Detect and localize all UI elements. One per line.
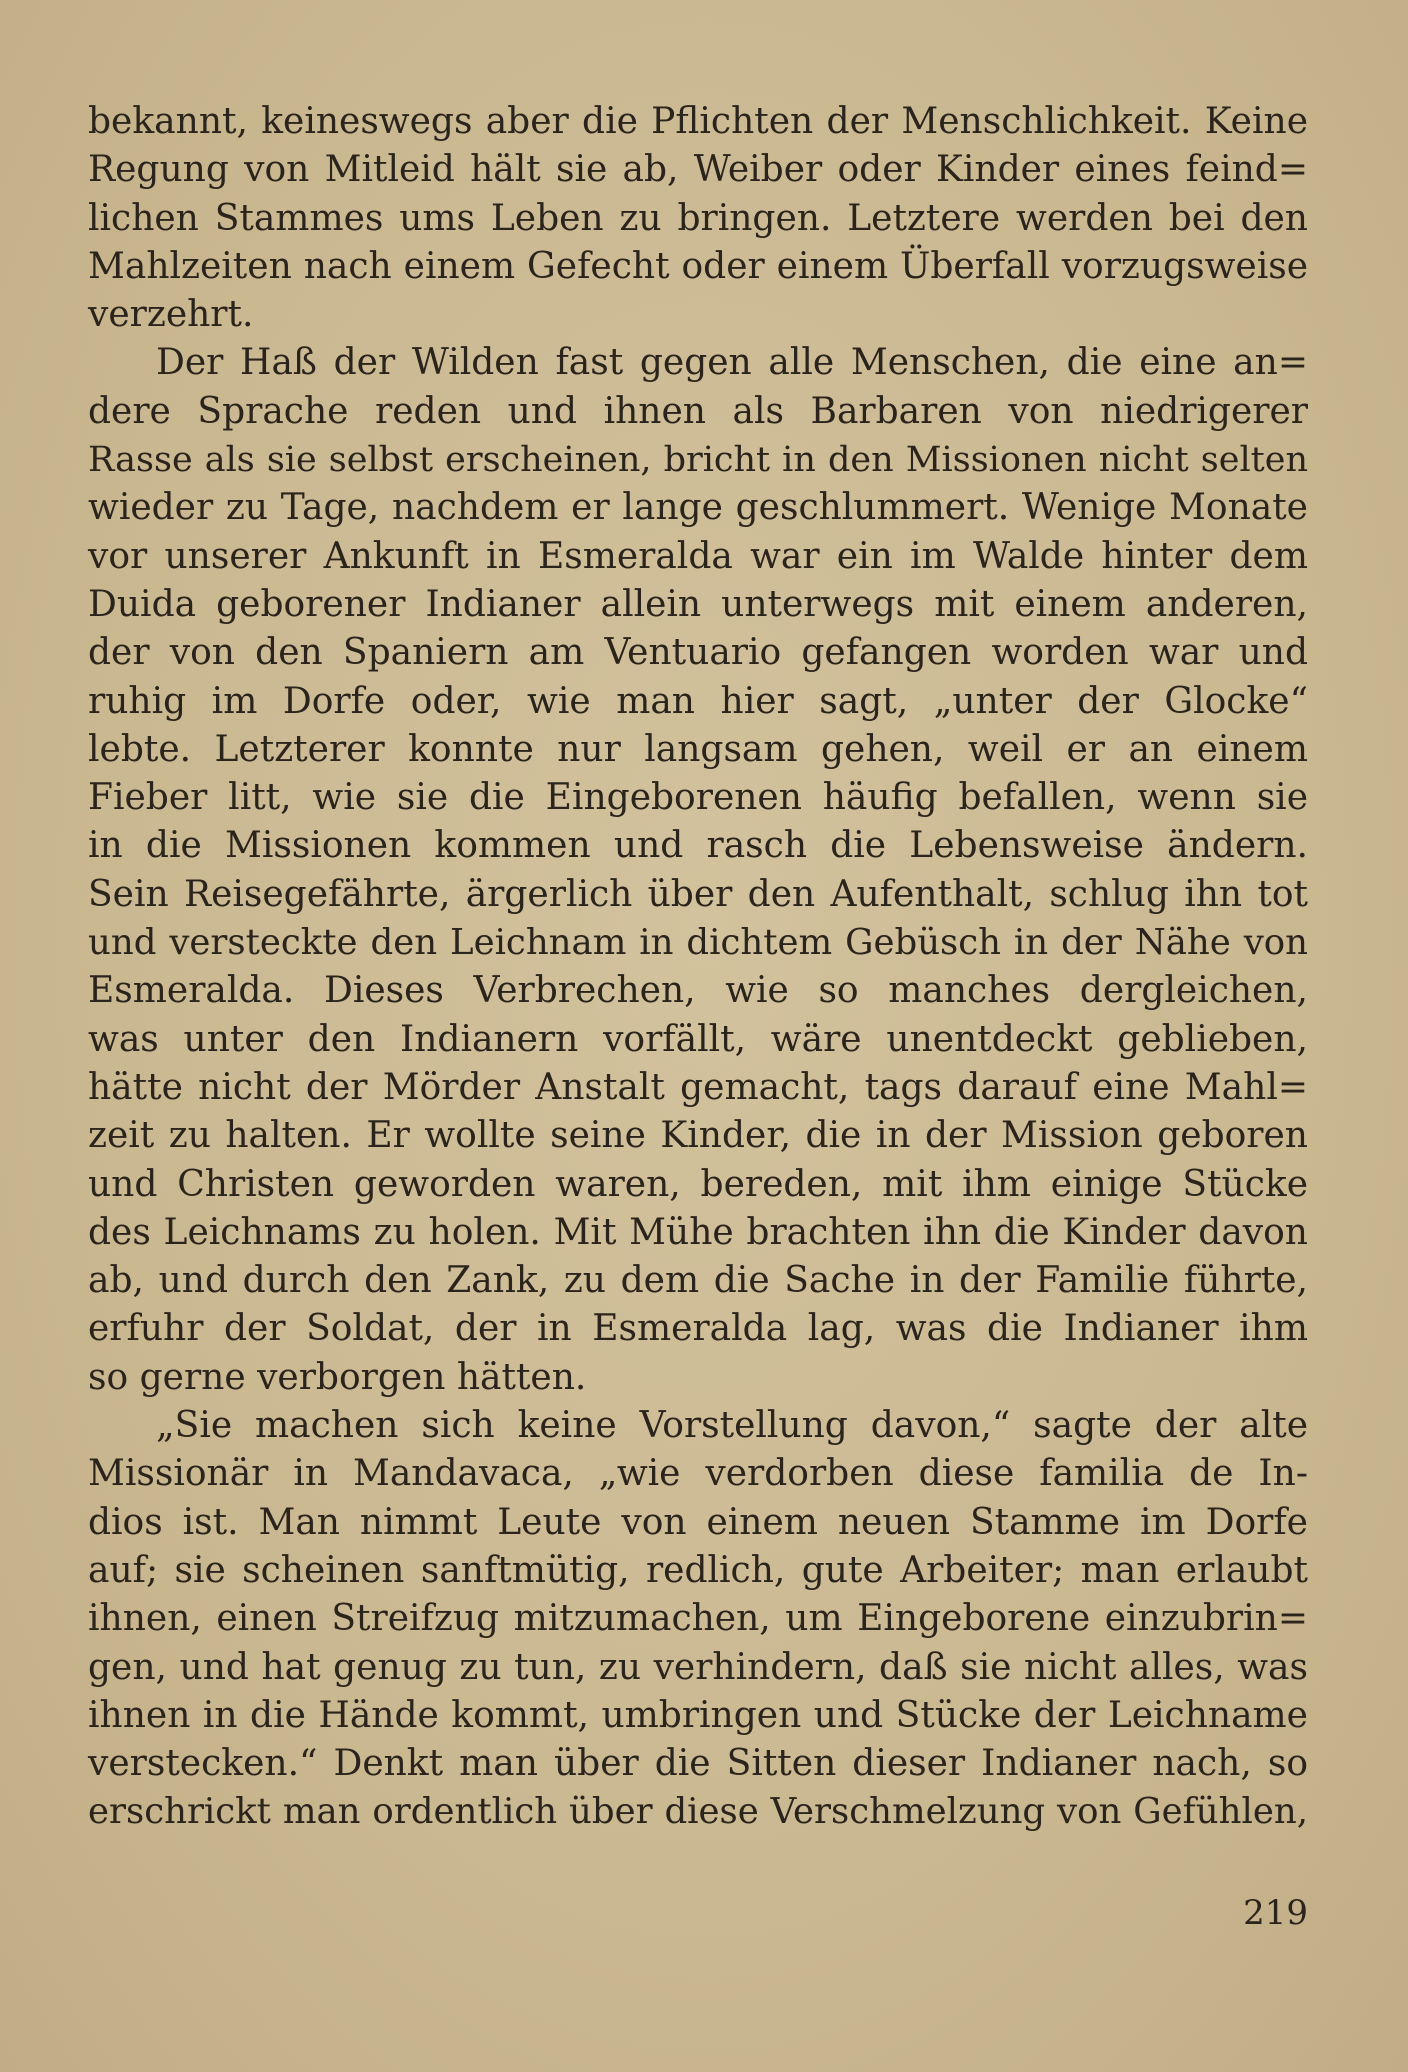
text-line: verstecken.“ Denkt man über die Sitten dieser Indianer nach, so: [88, 1743, 1308, 1785]
text-line: Mahlzeiten nach einem Gefecht oder einem Überfall vorzugsweise: [88, 245, 1308, 287]
paragraph-first-line: „Sie machen sich keine Vorstellung davon,“ sagte der alte: [156, 1405, 1308, 1447]
text-line: vor unserer Ankunft in Esmeralda war ein im Walde hinter dem: [88, 535, 1308, 577]
body-text: [88, 98, 1308, 1837]
text-line: und versteckte den Leichnam in dichtem Gebüsch in der Nähe von: [88, 922, 1308, 964]
text-line: Esmeralda. Dieses Verbrechen, wie so manches dergleichen,: [88, 970, 1308, 1012]
text-line: erfuhr der Soldat, der in Esmeralda lag, was die Indianer ihm: [88, 1308, 1308, 1350]
page-number: 219: [1243, 1893, 1308, 1933]
text-line: ihnen in die Hände kommt, umbringen und Stücke der Leichname: [88, 1694, 1308, 1736]
text-line: Missionär in Mandavaca, „wie verdorben diese familia de In-: [88, 1453, 1308, 1495]
text-line: in die Missionen kommen und rasch die Lebensweise ändern.: [88, 825, 1308, 867]
paragraph-first-line: Der Haß der Wilden fast gegen alle Menschen, die eine an=: [156, 342, 1308, 384]
text-line: lebte. Letzterer konnte nur langsam gehen, weil er an einem: [88, 728, 1308, 770]
text-line: so gerne verborgen hätten.: [88, 1356, 587, 1398]
text-line: bekannt, keineswegs aber die Pflichten der Menschlichkeit. Keine: [88, 101, 1308, 142]
text-line: gen, und hat genug zu tun, zu verhindern, daß sie nicht alles, was: [88, 1646, 1308, 1688]
text-line: Fieber litt, wie sie die Eingeborenen häufig befallen, wenn sie: [88, 777, 1308, 819]
text-line: Regung von Mitleid hält sie ab, Weiber oder Kinder eines feind=: [88, 149, 1308, 191]
text-line: wieder zu Tage, nachdem er lange geschlummert. Wenige Monate: [88, 487, 1308, 529]
text-line: erschrickt man ordentlich über diese Verschmelzung von Gefühlen,: [88, 1791, 1308, 1833]
text-line: zeit zu halten. Er wollte seine Kinder, die in der Mission geboren: [88, 1115, 1308, 1157]
text-line: dere Sprache reden und ihnen als Barbaren von niedrigerer: [88, 390, 1308, 432]
text-line: dios ist. Man nimmt Leute von einem neuen Stamme im Dorfe: [88, 1501, 1308, 1543]
text-line: verzehrt.: [88, 294, 254, 336]
text-line: ruhig im Dorfe oder, wie man hier sagt, „unter der Glocke“: [88, 680, 1308, 722]
text-line: ihnen, einen Streifzug mitzumachen, um Eingeborene einzubrin=: [88, 1598, 1308, 1640]
text-line: Duida geborener Indianer allein unterwegs mit einem anderen,: [88, 583, 1308, 625]
text-line: auf; sie scheinen sanftmütig, redlich, gute Arbeiter; man erlaubt: [88, 1549, 1308, 1591]
text-line: ab, und durch den Zank, zu dem die Sache in der Familie führte,: [88, 1260, 1308, 1302]
text-line: was unter den Indianern vorfällt, wäre unentdeckt geblieben,: [88, 1018, 1308, 1060]
text-line: lichen Stammes ums Leben zu bringen. Letztere werden bei den: [88, 197, 1308, 239]
text-line: des Leichnams zu holen. Mit Mühe brachten ihn die Kinder davon: [88, 1211, 1308, 1253]
text-line: hätte nicht der Mörder Anstalt gemacht, tags darauf eine Mahl=: [88, 1066, 1308, 1108]
text-line: Sein Reisegefährte, ärgerlich über den Aufenthalt, schlug ihn tot: [88, 873, 1308, 915]
text-line: Rasse als sie selbst erscheinen, bricht in den Missionen nicht selten: [88, 440, 1308, 481]
text-line: der von den Spaniern am Ventuario gefangen worden war und: [88, 632, 1308, 674]
text-line: und Christen geworden waren, bereden, mit ihm einige Stücke: [88, 1163, 1308, 1205]
